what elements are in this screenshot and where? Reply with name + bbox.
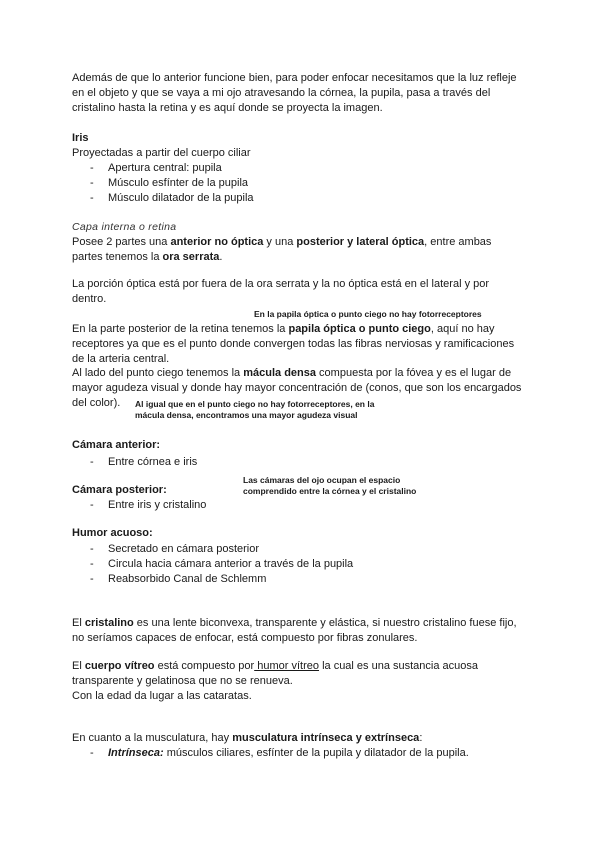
- bold-text: anterior no óptica: [170, 236, 264, 248]
- list-item: [90, 572, 266, 587]
- list-dash: -: [90, 162, 94, 174]
- list-dash: -: [90, 456, 94, 468]
- list-item-text: Entre córnea e iris: [108, 456, 198, 468]
- list-dash: -: [90, 573, 94, 585]
- list-item-text: Circula hacia cámara anterior a través de la pupila: [108, 558, 354, 570]
- text: es una lente biconvexa, transparente y elástica, si nuestro cristalino fuese fijo,: [133, 617, 517, 629]
- iris-heading: Iris: [72, 132, 89, 144]
- bold-text: posterior y lateral óptica: [296, 236, 425, 248]
- retina-paragraph-4-line-3: del color).: [72, 397, 121, 409]
- vitreo-line-2: transparente y gelatinosa que no se renueva.: [72, 675, 293, 687]
- list-dash: -: [90, 543, 94, 555]
- vitreo-line-3: Con la edad da lugar a las cataratas.: [72, 690, 252, 702]
- text: , entre ambas: [424, 236, 492, 248]
- list-item-text: músculos ciliares, esfínter de la pupila y dilatador de la pupila.: [163, 747, 469, 759]
- retina-subtitle: Capa interna o retina: [72, 221, 177, 233]
- annotation-note-papila: En la papila óptica o punto ciego no hay fotorreceptores: [254, 309, 482, 319]
- retina-paragraph-2-line-1: La porción óptica está por fuera de la ora serrata y la no óptica está en el lateral y por: [72, 278, 490, 290]
- bold-text: papila óptica o punto ciego: [288, 323, 431, 335]
- text: En la parte posterior de la retina tenemos la: [72, 323, 289, 335]
- text: compuesta por la fóvea y es el lugar de: [316, 367, 512, 379]
- musculatura-line-1: [72, 731, 530, 746]
- camara-posterior-heading: Cámara posterior:: [72, 484, 167, 496]
- text: y una: [263, 236, 297, 248]
- list-item: [90, 455, 197, 470]
- list-item: [90, 191, 254, 206]
- list-item-text: Reabsorbido Canal de Schlemm: [108, 573, 267, 585]
- retina-paragraph-1-line-1: [72, 235, 530, 250]
- intro-line-3: cristalino hasta la retina y es aquí donde se proyecta la imagen.: [72, 102, 383, 114]
- list-dash: -: [90, 499, 94, 511]
- list-dash: -: [90, 558, 94, 570]
- text: El: [72, 617, 85, 629]
- bold-text: mácula densa: [243, 367, 316, 379]
- intro-line-1: Además de que lo anterior funcione bien, para poder enfocar necesitamos que la luz refleje: [72, 72, 517, 84]
- text: Al lado del punto ciego tenemos la: [72, 367, 244, 379]
- cristalino-line-2: no seríamos capaces de enfocar, está compuesto por fibras zonulares.: [72, 632, 418, 644]
- list-item: [90, 746, 469, 761]
- text: .: [219, 251, 223, 263]
- underlined-text: humor vítreo: [254, 660, 320, 672]
- text: la cual es una sustancia acuosa: [319, 660, 479, 672]
- retina-paragraph-3-line-3: de la arteria central.: [72, 353, 170, 365]
- retina-paragraph-2-line-2: dentro.: [72, 293, 107, 305]
- intro-line-2: en el objeto y que se vaya a mi ojo atravesando la córnea, la pupila, pasa a través del: [72, 87, 491, 99]
- bold-text: cuerpo vítreo: [84, 660, 155, 672]
- text: En cuanto a la musculatura, hay: [72, 732, 233, 744]
- bold-text: musculatura intrínseca y extrínseca: [232, 732, 420, 744]
- retina-paragraph-4-line-2: mayor agudeza visual y donde hay mayor concentración de (conos, que son los encargados: [72, 382, 522, 394]
- vitreo-line-1: [72, 659, 530, 674]
- bold-italic-text: Intrínseca:: [108, 747, 164, 759]
- text: , aquí no hay: [430, 323, 495, 335]
- text: :: [419, 732, 423, 744]
- list-item: [90, 498, 206, 513]
- list-item: [90, 176, 248, 191]
- list-item: [90, 161, 222, 176]
- camara-anterior-heading: Cámara anterior:: [72, 439, 161, 451]
- humor-acuoso-heading: Humor acuoso:: [72, 527, 153, 539]
- retina-paragraph-1-line-2: [72, 250, 530, 265]
- bold-text: cristalino: [84, 617, 134, 629]
- list-item-text: Apertura central: pupila: [108, 162, 222, 174]
- annotation-note-macula-line-2: mácula densa, encontramos una mayor agudeza visual: [135, 410, 358, 420]
- retina-paragraph-3-line-2: receptores ya que es el punto donde convergen todas las fibras nerviosas y ramificaciones: [72, 338, 515, 350]
- iris-description: Proyectadas a partir del cuerpo ciliar: [72, 147, 251, 159]
- annotation-note-camaras-line-1: Las cámaras del ojo ocupan el espacio: [243, 475, 401, 485]
- text: está compuesto por: [154, 660, 255, 672]
- annotation-note-camaras-line-2: comprendido entre la córnea y el cristalino: [243, 486, 417, 496]
- list-dash: -: [90, 192, 94, 204]
- text: Posee 2 partes una: [72, 236, 171, 248]
- text: El: [72, 660, 85, 672]
- list-item-text: Secretado en cámara posterior: [108, 543, 260, 555]
- cristalino-line-1: [72, 616, 530, 631]
- list-item: [90, 557, 353, 572]
- list-dash: -: [90, 177, 94, 189]
- list-item-text: Músculo esfínter de la pupila: [108, 177, 249, 189]
- list-item: [90, 542, 259, 557]
- text: partes tenemos la: [72, 251, 163, 263]
- retina-paragraph-3-line-1: [72, 322, 530, 337]
- bold-text: ora serrata: [162, 251, 220, 263]
- retina-paragraph-4-line-1: [72, 366, 530, 381]
- list-dash: -: [90, 747, 94, 759]
- list-item-text: Entre iris y cristalino: [108, 499, 207, 511]
- list-item-text: Músculo dilatador de la pupila: [108, 192, 254, 204]
- annotation-note-macula-line-1: Al igual que en el punto ciego no hay fotorreceptores, en la: [135, 399, 375, 409]
